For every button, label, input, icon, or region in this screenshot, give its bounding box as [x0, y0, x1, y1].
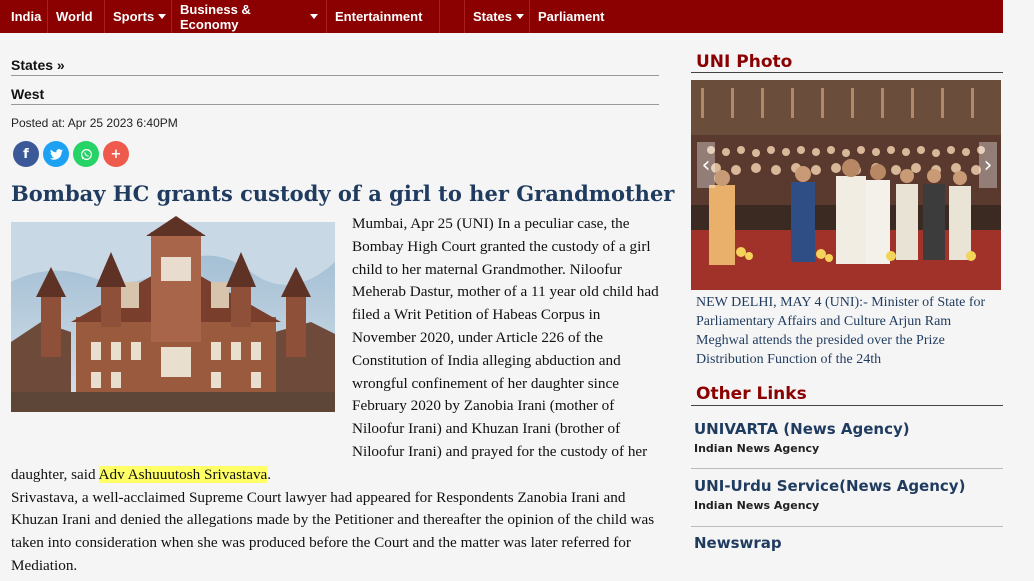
nav-item-label: World — [56, 9, 93, 24]
share-bar — [13, 141, 129, 167]
carousel-prev-button[interactable] — [697, 142, 715, 188]
nav-item-parliament[interactable] — [530, 0, 620, 33]
link-title[interactable]: UNIVARTA (News Agency) — [694, 420, 910, 438]
other-links-heading — [691, 384, 1003, 406]
link-title[interactable]: UNI-Urdu Service(News Agency) — [694, 477, 966, 495]
nav-item-entertainment[interactable] — [327, 0, 440, 33]
link-univarta[interactable] — [691, 420, 1003, 469]
twitter-share-button[interactable] — [43, 141, 69, 167]
photo-carousel[interactable] — [691, 80, 1001, 290]
heading-text: UNI Photo — [696, 52, 793, 72]
facebook-icon: f — [23, 146, 29, 162]
section-label — [11, 86, 659, 105]
nav-spacer — [440, 0, 465, 33]
chevron-down-icon — [516, 14, 524, 19]
carousel-next-button[interactable] — [979, 142, 997, 188]
link-subtitle: Indian News Agency — [694, 499, 820, 512]
photo-caption[interactable]: NEW DELHI, MAY 4 (UNI):- Minister of State for Parliamentary Affairs and Culture Arjun Ram Meghwal attends the presided over the Prize Distribution Function of the 24th — [696, 295, 986, 367]
article-paragraph-2: Srivastava, a well-acclaimed Supreme Court lawyer had appeared for Respondents Zanobia Irani and Khuzan Irani and denied the allegations made by the Petitioner and thereafter the opinion of the child was taken into consideration when she was produced before the Court and the matter was later referred for Mediation. — [11, 488, 655, 574]
link-title[interactable]: Newswrap — [694, 534, 782, 552]
nav-item-states[interactable] — [465, 0, 530, 33]
nav-item-label: Parliament — [538, 9, 605, 24]
nav-item-label: Entertainment — [335, 9, 423, 24]
chevron-down-icon — [158, 14, 166, 19]
whatsapp-share-button[interactable] — [73, 141, 99, 167]
breadcrumb — [11, 57, 659, 76]
uni-photo-heading — [691, 52, 1003, 73]
nav-item-label: States — [473, 9, 513, 24]
top-nav — [0, 0, 1003, 33]
breadcrumb-states-link[interactable]: States — [11, 57, 54, 73]
nav-item-business[interactable] — [172, 0, 327, 33]
twitter-icon — [50, 149, 63, 160]
more-share-button[interactable] — [103, 141, 129, 167]
image-spacer — [11, 213, 352, 444]
nav-item-sports[interactable] — [105, 0, 172, 33]
posted-timestamp: Posted at: Apr 25 2023 6:40PM — [11, 116, 178, 130]
article-body — [11, 213, 659, 578]
link-newswrap[interactable] — [691, 534, 1003, 564]
nav-item-label: Sports — [113, 9, 155, 24]
nav-item-label: Business & Economy — [180, 1, 251, 32]
highlighted-name: Adv Ashuuutosh Srivastava — [98, 465, 268, 483]
breadcrumb-separator: » — [56, 57, 65, 73]
nav-item-india[interactable] — [0, 0, 48, 33]
whatsapp-icon — [80, 148, 93, 161]
plus-icon: + — [110, 146, 122, 162]
chevron-left-icon: ‹ — [701, 152, 711, 178]
link-uni-urdu[interactable] — [691, 477, 1003, 527]
nav-item-world[interactable] — [48, 0, 105, 33]
chevron-down-icon — [310, 14, 318, 19]
article-paragraph-1-end: . — [267, 465, 272, 483]
section-name: West — [11, 86, 45, 102]
article-title: Bombay HC grants custody of a girl to her Grandmother — [11, 181, 675, 206]
article-paragraph-1: Mumbai, Apr 25 (UNI) In a peculiar case, the Bombay High Court granted the custody of a girl child to her maternal Grandmother. Niloofur Meherab Dastur, mother of a 11 year old child had filed a Writ Petition of Habeas Corpus in November 2020, under Article 226 of the Constitution of India alleging abduction and wrongful confinement of her daughter since February 2020 by Zanobia Irani (mother of Niloofur Irani) and Khuzan Irani (brother of Niloofur Irani) and prayed for the custody of her daughter, said — [11, 215, 659, 483]
nav-item-label: India — [11, 9, 42, 24]
chevron-right-icon: › — [983, 152, 993, 178]
facebook-share-button[interactable] — [13, 141, 39, 167]
link-subtitle: Indian News Agency — [694, 442, 820, 455]
heading-text: Other Links — [696, 384, 807, 404]
